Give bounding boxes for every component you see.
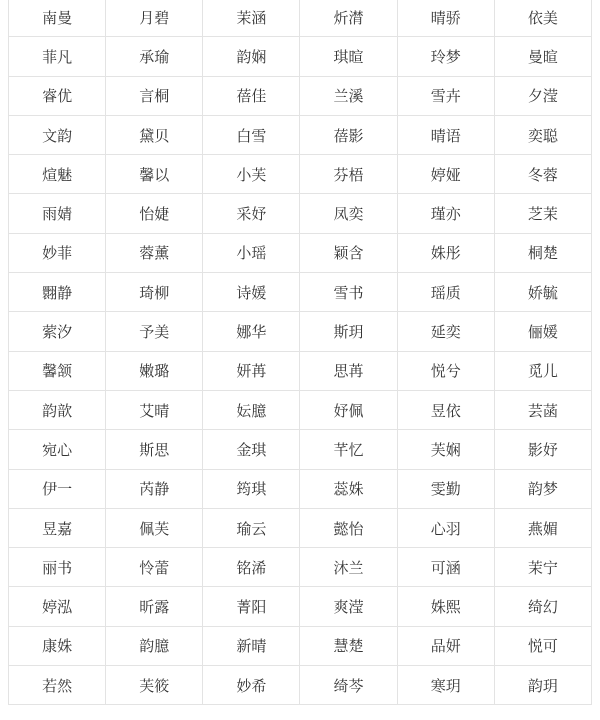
name-cell: 夕滢 (494, 76, 591, 115)
name-cell: 若然 (9, 666, 106, 705)
name-cell: 丽书 (9, 548, 106, 587)
name-cell: 怜蕾 (106, 548, 203, 587)
name-cell: 煊魅 (9, 155, 106, 194)
name-cell: 冬蓉 (494, 155, 591, 194)
name-cell: 思苒 (300, 351, 397, 390)
name-cell: 晴骄 (397, 0, 494, 37)
name-cell: 昕露 (106, 587, 203, 626)
name-cell: 嫩璐 (106, 351, 203, 390)
table-row (9, 37, 592, 76)
name-cell: 悦可 (494, 626, 591, 665)
name-cell: 斯玥 (300, 312, 397, 351)
name-cell: 昱嘉 (9, 508, 106, 547)
table-row (9, 115, 592, 154)
name-cell: 悦兮 (397, 351, 494, 390)
table-row (9, 76, 592, 115)
name-cell: 颖含 (300, 233, 397, 272)
table-row (9, 626, 592, 665)
name-cell: 芸菡 (494, 390, 591, 429)
name-cell: 金琪 (203, 430, 300, 469)
name-cell: 文韵 (9, 115, 106, 154)
name-cell: 燕媚 (494, 508, 591, 547)
name-cell: 小瑶 (203, 233, 300, 272)
name-cell: 芬梧 (300, 155, 397, 194)
name-cell: 筠琪 (203, 469, 300, 508)
name-cell: 炘潸 (300, 0, 397, 37)
name-cell: 娜华 (203, 312, 300, 351)
name-cell: 宛心 (9, 430, 106, 469)
table-row (9, 273, 592, 312)
name-cell: 昱依 (397, 390, 494, 429)
name-cell: 奕聪 (494, 115, 591, 154)
name-cell: 妙菲 (9, 233, 106, 272)
name-cell: 爽滢 (300, 587, 397, 626)
name-cell: 新晴 (203, 626, 300, 665)
table-row (9, 548, 592, 587)
table-row (9, 0, 592, 37)
name-cell: 雯勤 (397, 469, 494, 508)
name-cell: 娇毓 (494, 273, 591, 312)
name-cell: 绮幻 (494, 587, 591, 626)
name-cell: 芙娴 (397, 430, 494, 469)
name-cell: 茉宁 (494, 548, 591, 587)
name-cell: 妙希 (203, 666, 300, 705)
name-cell: 铭浠 (203, 548, 300, 587)
names-table-body (9, 0, 592, 705)
name-cell: 黛贝 (106, 115, 203, 154)
table-row (9, 390, 592, 429)
name-cell: 玲梦 (397, 37, 494, 76)
name-cell: 南曼 (9, 0, 106, 37)
table-row (9, 430, 592, 469)
name-cell: 雨婧 (9, 194, 106, 233)
table-row (9, 233, 592, 272)
table-row (9, 155, 592, 194)
name-cell: 姝彤 (397, 233, 494, 272)
name-cell: 菁阳 (203, 587, 300, 626)
name-cell: 佩芙 (106, 508, 203, 547)
name-cell: 韵臆 (106, 626, 203, 665)
name-cell: 韵歆 (9, 390, 106, 429)
name-cell: 芊忆 (300, 430, 397, 469)
name-cell: 晴语 (397, 115, 494, 154)
name-cell: 依美 (494, 0, 591, 37)
name-cell: 韵梦 (494, 469, 591, 508)
name-cell: 妘臆 (203, 390, 300, 429)
name-cell: 菲凡 (9, 37, 106, 76)
name-cell: 艾晴 (106, 390, 203, 429)
name-cell: 蓓影 (300, 115, 397, 154)
name-cell: 懿怡 (300, 508, 397, 547)
name-cell: 兰溪 (300, 76, 397, 115)
name-cell: 曼暄 (494, 37, 591, 76)
table-row (9, 666, 592, 705)
name-cell: 芝茉 (494, 194, 591, 233)
name-cell: 茉涵 (203, 0, 300, 37)
name-cell: 觅儿 (494, 351, 591, 390)
name-cell: 伊一 (9, 469, 106, 508)
name-cell: 绮芩 (300, 666, 397, 705)
name-cell: 韵玥 (494, 666, 591, 705)
name-cell: 康姝 (9, 626, 106, 665)
name-cell: 姝熙 (397, 587, 494, 626)
table-row (9, 312, 592, 351)
name-cell: 妤佩 (300, 390, 397, 429)
name-cell: 影妤 (494, 430, 591, 469)
name-cell: 品妍 (397, 626, 494, 665)
table-row (9, 351, 592, 390)
name-cell: 蓉薰 (106, 233, 203, 272)
name-cell: 韵娴 (203, 37, 300, 76)
name-cell: 妍苒 (203, 351, 300, 390)
table-row (9, 587, 592, 626)
name-cell: 芮静 (106, 469, 203, 508)
name-cell: 婷娅 (397, 155, 494, 194)
table-row (9, 508, 592, 547)
names-table (8, 0, 592, 705)
name-cell: 言桐 (106, 76, 203, 115)
name-cell: 沐兰 (300, 548, 397, 587)
name-cell: 瑶质 (397, 273, 494, 312)
name-cell: 萦汐 (9, 312, 106, 351)
name-cell: 睿优 (9, 76, 106, 115)
name-cell: 延奕 (397, 312, 494, 351)
name-cell: 月碧 (106, 0, 203, 37)
name-cell: 桐楚 (494, 233, 591, 272)
name-cell: 婷泓 (9, 587, 106, 626)
name-cell: 芙筱 (106, 666, 203, 705)
name-cell: 蕊姝 (300, 469, 397, 508)
table-row (9, 194, 592, 233)
name-cell: 馨以 (106, 155, 203, 194)
name-cell: 雪书 (300, 273, 397, 312)
name-cell: 馨颔 (9, 351, 106, 390)
name-cell: 慧楚 (300, 626, 397, 665)
name-cell: 诗媛 (203, 273, 300, 312)
name-cell: 雪卉 (397, 76, 494, 115)
name-cell: 采妤 (203, 194, 300, 233)
name-cell: 予美 (106, 312, 203, 351)
table-row (9, 469, 592, 508)
name-cell: 凤奕 (300, 194, 397, 233)
name-cell: 小芙 (203, 155, 300, 194)
name-cell: 心羽 (397, 508, 494, 547)
name-cell: 怡婕 (106, 194, 203, 233)
name-cell: 俪媛 (494, 312, 591, 351)
name-cell: 可涵 (397, 548, 494, 587)
name-cell: 瑜云 (203, 508, 300, 547)
name-cell: 白雪 (203, 115, 300, 154)
name-cell: 琪暄 (300, 37, 397, 76)
name-cell: 瑾亦 (397, 194, 494, 233)
name-cell: 琦柳 (106, 273, 203, 312)
name-cell: 斯思 (106, 430, 203, 469)
name-cell: 寒玥 (397, 666, 494, 705)
name-cell: 翾静 (9, 273, 106, 312)
name-cell: 承瑜 (106, 37, 203, 76)
name-cell: 蓓佳 (203, 76, 300, 115)
